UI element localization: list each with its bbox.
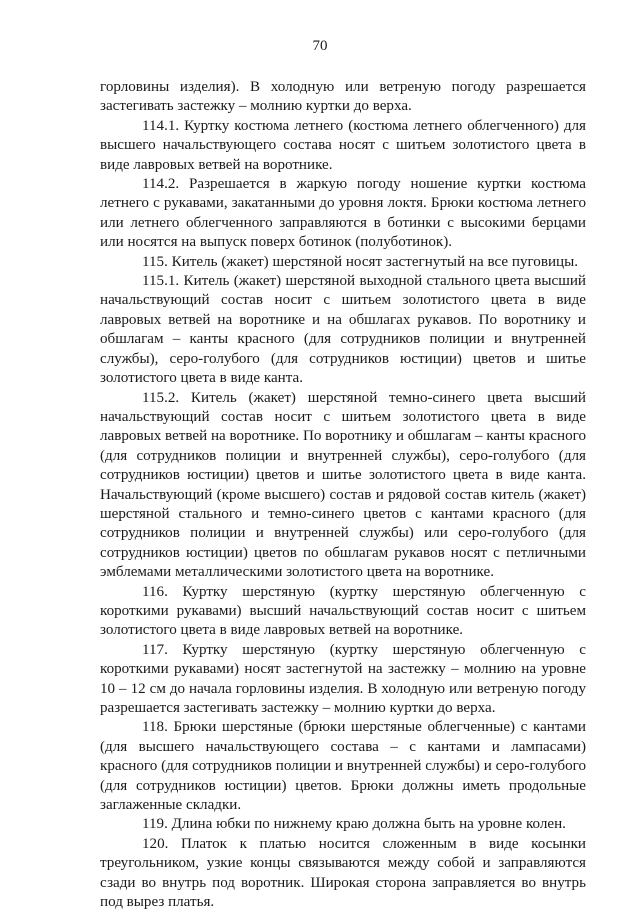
paragraph-118: 118. Брюки шерстяные (брюки шерстяные облегченные) с кантами (для высшего начальствующего состава – с кантами и лампасами) красного (для сотрудников полиции и внутренней службы) и серо-голубого (для сотрудников юстиции) цветов. Брюки должны иметь продольные заглаженные складки. — [100, 719, 586, 814]
document-body — [100, 78, 586, 912]
paragraph-115-1: 115.1. Китель (жакет) шерстяной выходной стального цвета высший начальствующий состав носит с шитьем золотистого цвета в виде лавровых ветвей на воротнике и на обшлагах рукавов. По воротнику и обшлагам – канты красного (для сотрудников полиции и внутренней службы), серо-голубого (для сотрудников юстиции) цветов и шитье золотистого цвета в виде канта. — [100, 273, 586, 387]
paragraph-114-1: 114.1. Куртку костюма летнего (костюма летнего облегченного) для высшего начальствующего состава носят с шитьем золотистого цвета в виде лавровых ветвей на воротнике. — [100, 117, 586, 173]
paragraph-115: 115. Китель (жакет) шерстяной носят застегнутый на все пуговицы. — [142, 253, 579, 270]
paragraph-119: 119. Длина юбки по нижнему краю должна быть на уровне колен. — [142, 816, 566, 833]
paragraph-115-2: 115.2. Китель (жакет) шерстяной темно-синего цвета высший начальствующий состав носит с шитьем золотистого цвета в виде лавровых ветвей на воротнике. По воротнику и обшлагам – канты красного (для сотрудников полиции и внутренней службы), серо-голубого (для сотрудников юстиции) цветов и шитье золотистого цвета в виде канта. Начальствующий (кроме высшего) состав и рядовой состав китель (жакет) шерстяной стального и темно-синего цветов с кантами красного (для сотрудников полиции и внутренней службы) или серо-голубого (для сотрудников юстиции) цветов по обшлагам рукавов носят с петличными эмблемами металлическими золотистого цвета на воротнике. — [100, 389, 586, 581]
paragraph-117: 117. Куртку шерстяную (куртку шерстяную облегченную с короткими рукавами) носят застегнутой на застежку – молнию на уровне 10 – 12 см до начала горловины изделия. В холодную или ветреную погоду разрешается застегивать застежку – молнию куртки до верха. — [100, 641, 586, 716]
paragraph-114-2: 114.2. Разрешается в жаркую погоду ношение куртки костюма летнего с рукавами, закатанными до уровня локтя. Брюки костюма летнего или летнего облегченного заправляются в ботинки с высокими берцами или носятся на выпуск поверх ботинок (полуботинок). — [100, 176, 586, 251]
paragraph-120: 120. Платок к платью носится сложенным в виде косынки треугольником, узкие концы связываются между собой и заправляются сзади во внутрь под воротник. Широкая сторона заправляется во внутрь под вырез платья. — [100, 835, 586, 911]
paragraph-116: 116. Куртку шерстяную (куртку шерстяную облегченную с короткими рукавами) высший начальствующий состав носит с шитьем золотистого цвета в виде лавровых ветвей на воротнике. — [100, 583, 586, 639]
page-number: 70 — [312, 38, 328, 54]
paragraph-continuation: горловины изделия). В холодную или ветреную погоду разрешается застегивать застежку – молнию куртки до верха. — [100, 79, 586, 115]
